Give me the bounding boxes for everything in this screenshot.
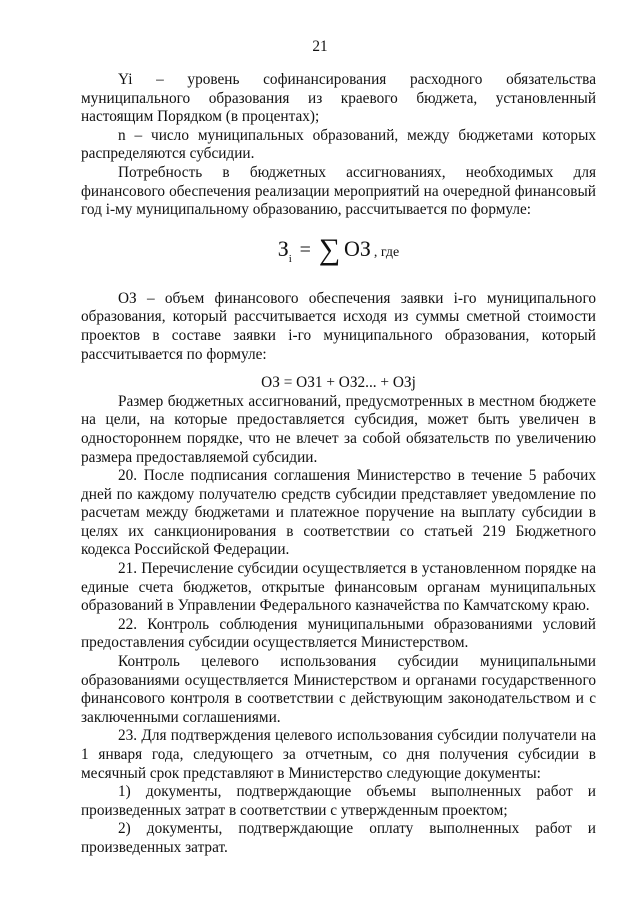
- formula-where: , где: [373, 244, 400, 260]
- paragraph-size: Размер бюджетных ассигнований, предусмотренных в местном бюджете на цели, на которые предоставляется субсидия, может быть увеличен в одностороннем порядке, что не влечет за собой обязательств по увеличению размера предоставляемой субсидии.: [81, 392, 596, 466]
- formula-oz: ОЗ: [343, 235, 371, 261]
- paragraph-22: 22. Контроль соблюдения муниципальными образованиями условий предоставления субсидии осуществляется Министерством.: [81, 615, 596, 652]
- formula-zi: [81, 232, 596, 268]
- document-body: [81, 71, 596, 858]
- list-item-1: 1) документы, подтверждающие объемы выполненных работ и произведенных затрат в соответствии с утвержденным проектом;: [81, 783, 596, 819]
- paragraph-20: 20. После подписания соглашения Министерство в течение 5 рабочих дней по каждому получателю средств субсидии представляет уведомление по расчетам между бюджетами и платежное поручение на выплату субсидии в целях их санкционирования в соответствии со статьей 219 Бюджетного кодекса Российской Федерации.: [81, 467, 596, 559]
- formula-var: З: [277, 235, 289, 261]
- paragraph-need: Потребность в бюджетных ассигнованиях, необходимых для финансового обеспечения реализации мероприятий на очередной финансовый год i-му муниципальному образованию, рассчитывается по формуле:: [81, 163, 596, 219]
- paragraph-n: n – число муниципальных образований, между бюджетами которых распределяются субсидии.: [81, 126, 596, 163]
- formula-subscript: i: [288, 252, 292, 265]
- list-item-2: 2) документы, подтверждающие оплату выполненных работ и произведенных затрат.: [81, 820, 596, 856]
- sum-symbol: ∑: [318, 232, 341, 266]
- paragraph-23: 23. Для подтверждения целевого использования субсидии получатели на 1 января года, следующего за отчетным, со дня получения субсидии в месячный срок представляют в Министерство следующие документы:: [81, 727, 596, 782]
- paragraph-control: Контроль целевого использования субсидии муниципальными образованиями осуществляется Министерством и органами государственного финансового контроля в соответствии с действующим законодательством и с заключенными соглашениями.: [81, 653, 596, 726]
- formula-equals: =: [299, 238, 311, 261]
- paragraph-21: 21. Перечисление субсидии осуществляется в установленном порядке на единые счета бюджетов, открытые финансовым органам муниципальных образований в Управлении Федерального казначейства по Камчатскому краю.: [81, 560, 596, 615]
- paragraph-yi: Yi – уровень софинансирования расходного обязательства муниципального образования из краевого бюджета, установленный настоящим Порядком (в процентах);: [81, 71, 596, 126]
- paragraph-oz: ОЗ – объем финансового обеспечения заявки i-го муниципального образования, который рассчитывается исходя из суммы сметной стоимости проектов в составе заявки i-го муниципального образования, который рассчитывается по формуле:: [81, 289, 596, 363]
- formula-oz-sum: ОЗ = ОЗ1 + ОЗ2... + ОЗj: [261, 374, 416, 392]
- page-number: 21: [312, 38, 328, 55]
